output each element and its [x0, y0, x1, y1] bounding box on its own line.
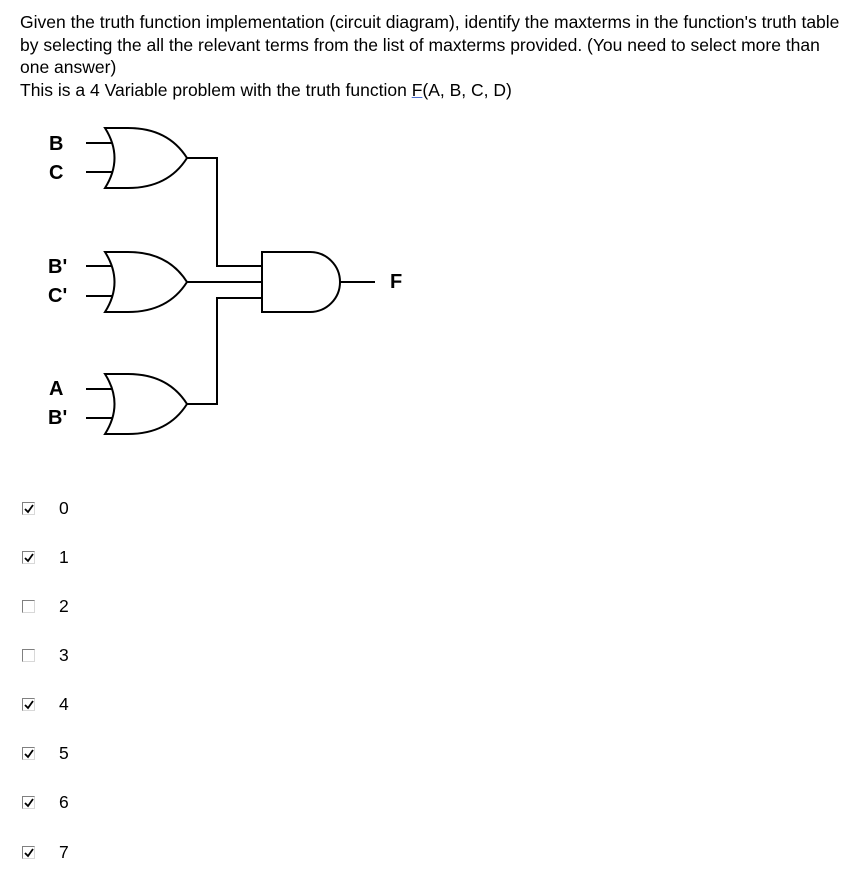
- option-0-label: 0: [59, 497, 69, 518]
- and-gate-icon: [262, 252, 340, 312]
- option-6-label: 6: [59, 791, 69, 812]
- option-0[interactable]: [22, 498, 69, 518]
- option-2-checkbox[interactable]: [22, 600, 35, 613]
- function-name-link[interactable]: F: [411, 79, 423, 100]
- option-5-label: 5: [59, 742, 69, 763]
- option-6-checkbox[interactable]: [22, 796, 35, 809]
- or-gate-1-icon: [105, 128, 187, 188]
- checkmark-icon: [24, 553, 34, 563]
- option-3[interactable]: [22, 645, 69, 665]
- gate2-input-bprime-label: B': [48, 256, 68, 278]
- option-2-label: 2: [59, 595, 69, 616]
- checkmark-icon: [24, 700, 34, 710]
- interconnect-wires: [187, 158, 262, 404]
- option-7-label: 7: [59, 841, 69, 862]
- option-6[interactable]: [22, 792, 69, 812]
- option-5-checkbox[interactable]: [22, 747, 35, 760]
- gate2-input-cprime-label: C': [48, 285, 68, 307]
- option-0-checkbox[interactable]: [22, 502, 35, 515]
- option-3-label: 3: [59, 644, 69, 665]
- checkmark-icon: [24, 798, 34, 808]
- option-4[interactable]: [22, 694, 69, 714]
- option-3-checkbox[interactable]: [22, 649, 35, 662]
- option-4-label: 4: [59, 693, 69, 714]
- gate3-input-a-label: A: [49, 378, 64, 400]
- function-arguments: (A, B, C, D): [422, 79, 512, 100]
- option-5[interactable]: [22, 743, 69, 763]
- option-7-checkbox[interactable]: [22, 846, 35, 859]
- option-4-checkbox[interactable]: [22, 698, 35, 711]
- question-instructions: Given the truth function implementation (circuit diagram), identify the maxterms in the function's truth table by selecting the all the relevant terms from the list of maxterms provided. (You need to select more than one answer): [20, 12, 840, 77]
- checkmark-icon: [24, 504, 34, 514]
- option-1-label: 1: [59, 546, 69, 567]
- checkmark-icon: [24, 749, 34, 759]
- output-f-label: F: [390, 271, 403, 293]
- option-1-checkbox[interactable]: [22, 551, 35, 564]
- question-variable-note: This is a 4 Variable problem with the truth function: [20, 79, 412, 100]
- gate1-input-c-label: C: [49, 162, 64, 184]
- option-2[interactable]: [22, 596, 69, 616]
- checkmark-icon: [24, 848, 34, 858]
- gate1-input-b-label: B: [49, 133, 64, 155]
- gate3-input-bprime-label: B': [48, 407, 68, 429]
- or-gate-3-icon: [105, 374, 187, 434]
- option-1[interactable]: [22, 547, 69, 567]
- option-7[interactable]: [22, 842, 69, 862]
- or-gate-2-icon: [105, 252, 187, 312]
